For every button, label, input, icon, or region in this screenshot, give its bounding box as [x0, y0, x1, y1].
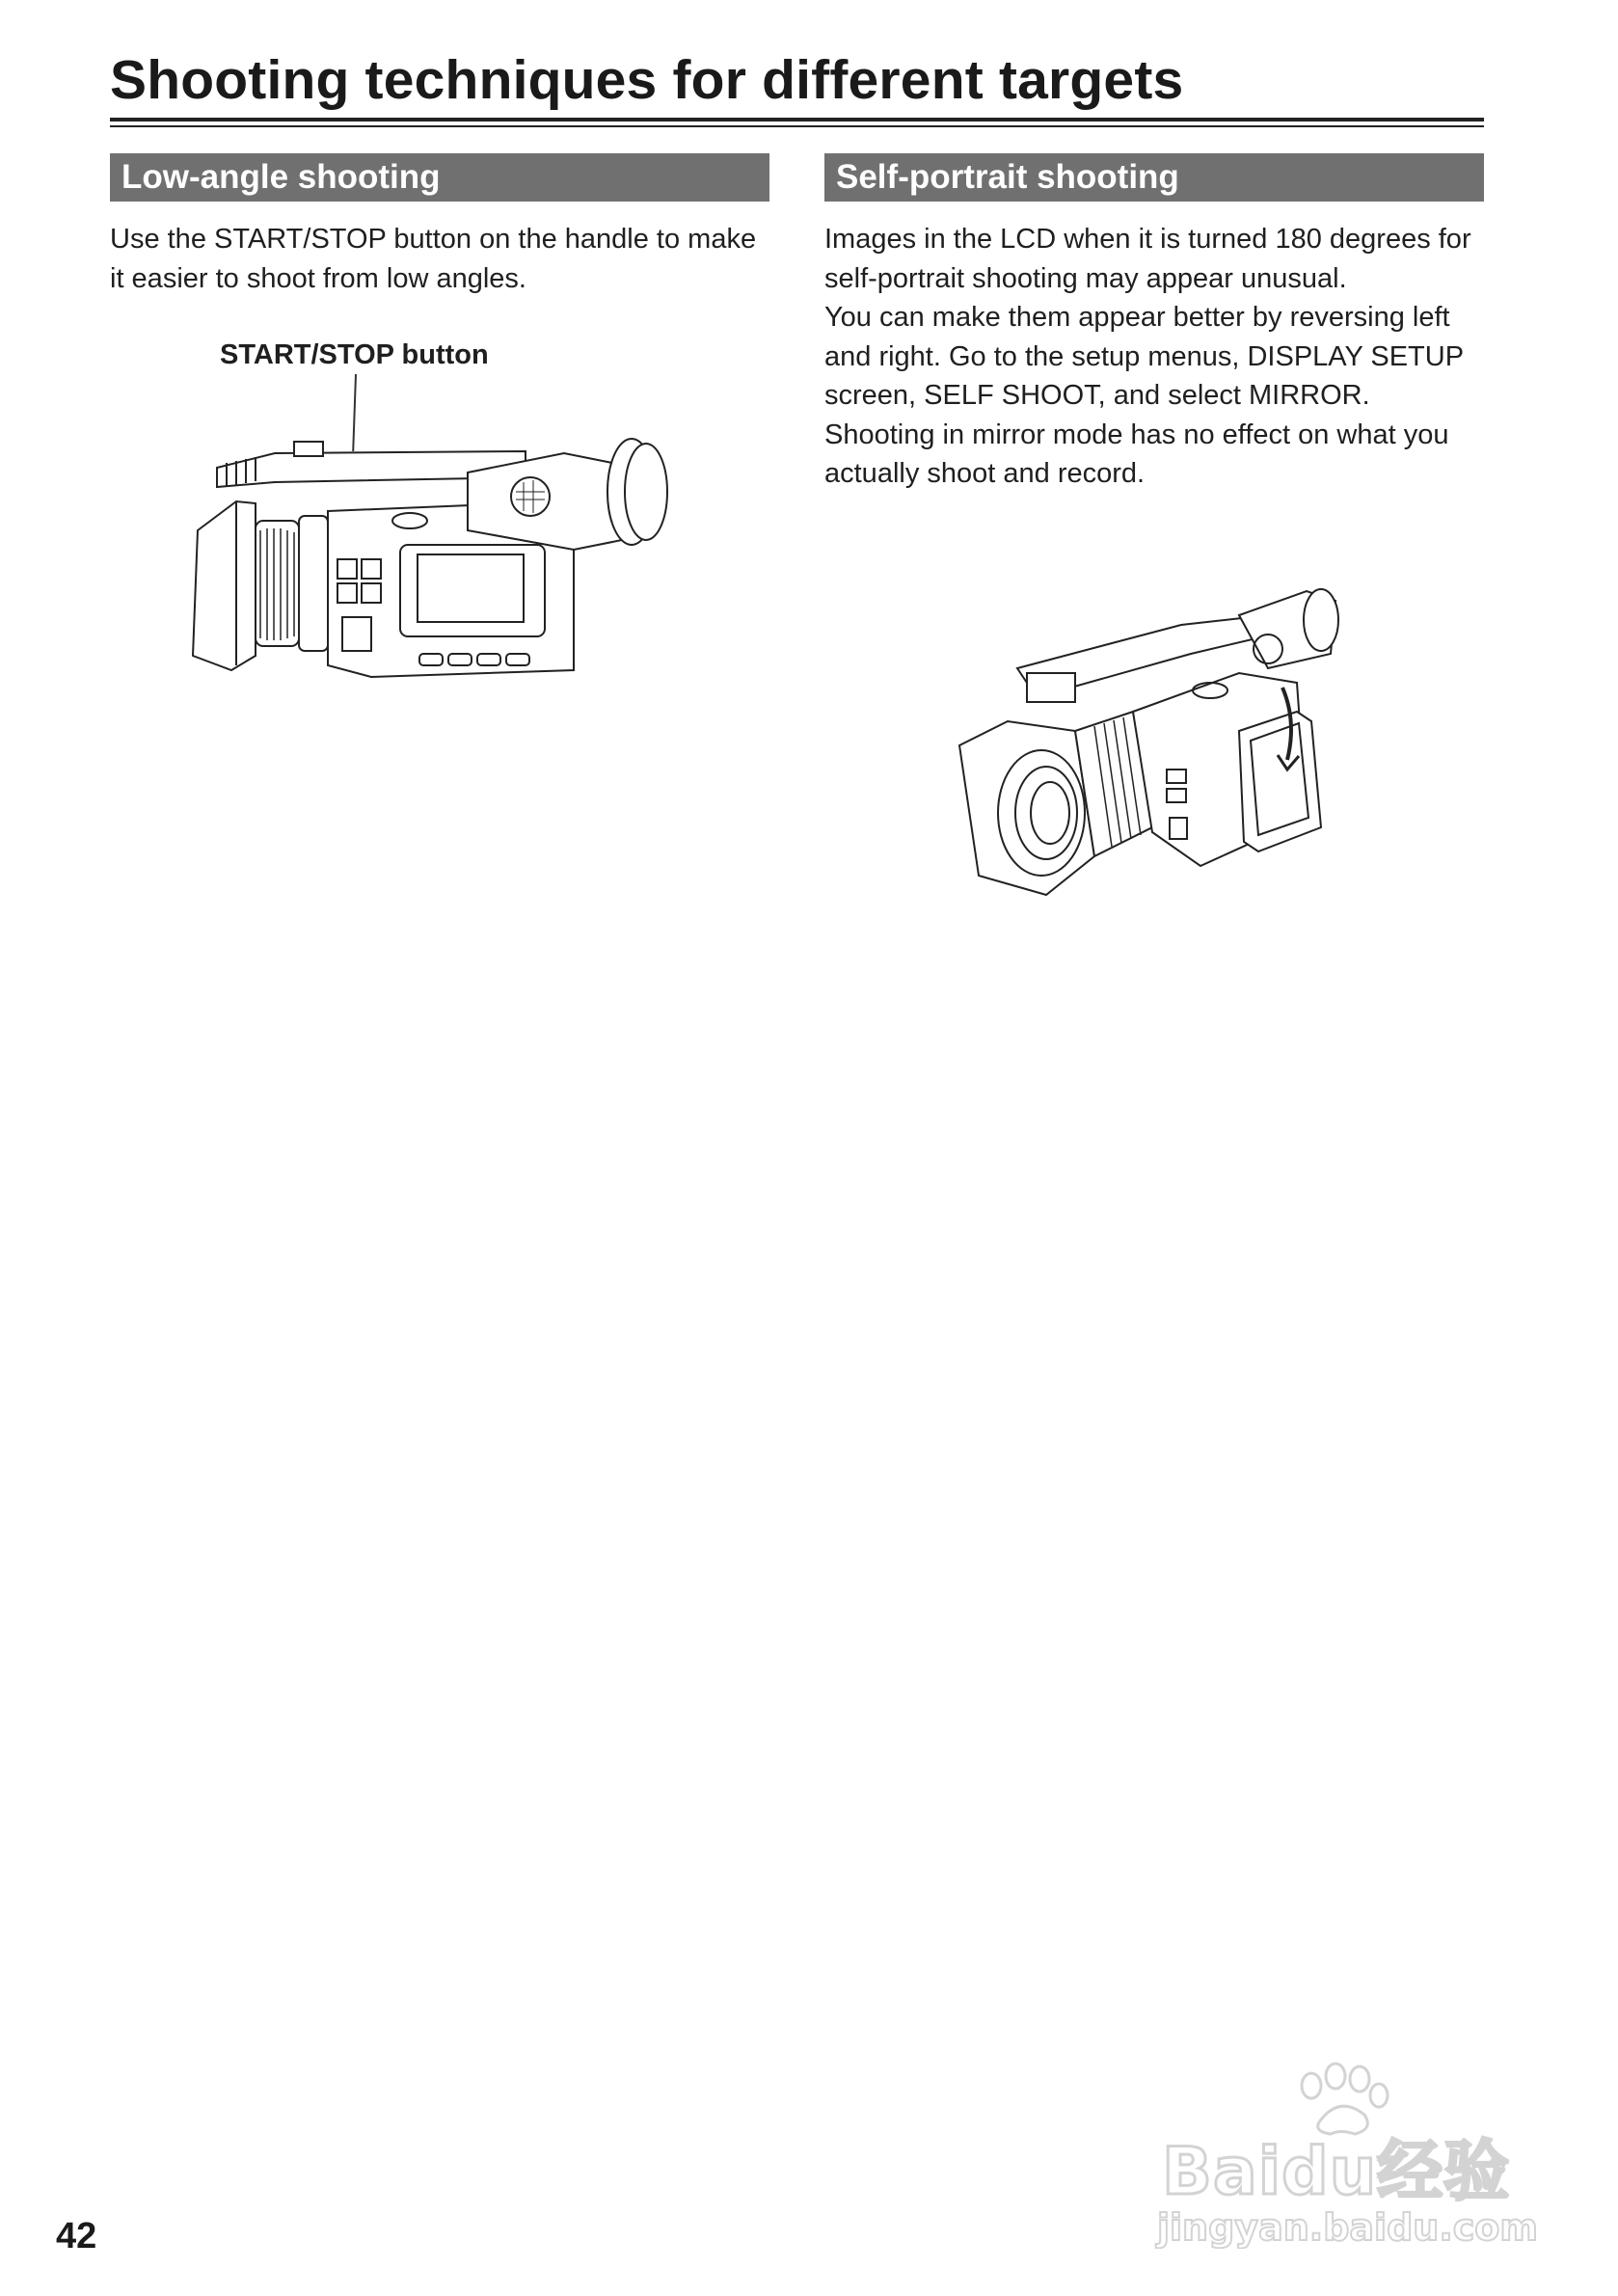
section-heading-low-angle: Low-angle shooting [110, 153, 769, 202]
self-portrait-paragraph-2: You can make them appear better by reversing left and right. Go to the setup menus, DISPLAY SETUP screen, SELF SHOOT, and select MIRROR. [824, 302, 1464, 411]
low-angle-paragraph: Use the START/STOP button on the handle to make it easier to shoot from low angles. [110, 224, 757, 294]
title-rule-thin [110, 125, 1484, 127]
page-title: Shooting techniques for different targets [110, 49, 1184, 111]
start-stop-callout-label: START/STOP button [220, 339, 489, 370]
self-portrait-paragraph-1: Images in the LCD when it is turned 180 degrees for self-portrait shooting may appear unusual. [824, 224, 1471, 294]
low-angle-body [110, 220, 775, 298]
title-rule [110, 118, 1484, 122]
page-number: 42 [56, 2216, 97, 2256]
section-heading-self-portrait: Self-portrait shooting [824, 153, 1484, 202]
watermark-brand: Baidu经验 [1162, 2134, 1511, 2210]
camcorder-self-portrait-illustration [950, 577, 1355, 914]
watermark-url: jingyan.baidu.com [1157, 2206, 1538, 2249]
baidu-watermark [1152, 2062, 1557, 2255]
self-portrait-body [824, 220, 1490, 494]
camcorder-side-illustration [178, 424, 704, 685]
self-portrait-paragraph-3: Shooting in mirror mode has no effect on what you actually shoot and record. [824, 419, 1449, 489]
